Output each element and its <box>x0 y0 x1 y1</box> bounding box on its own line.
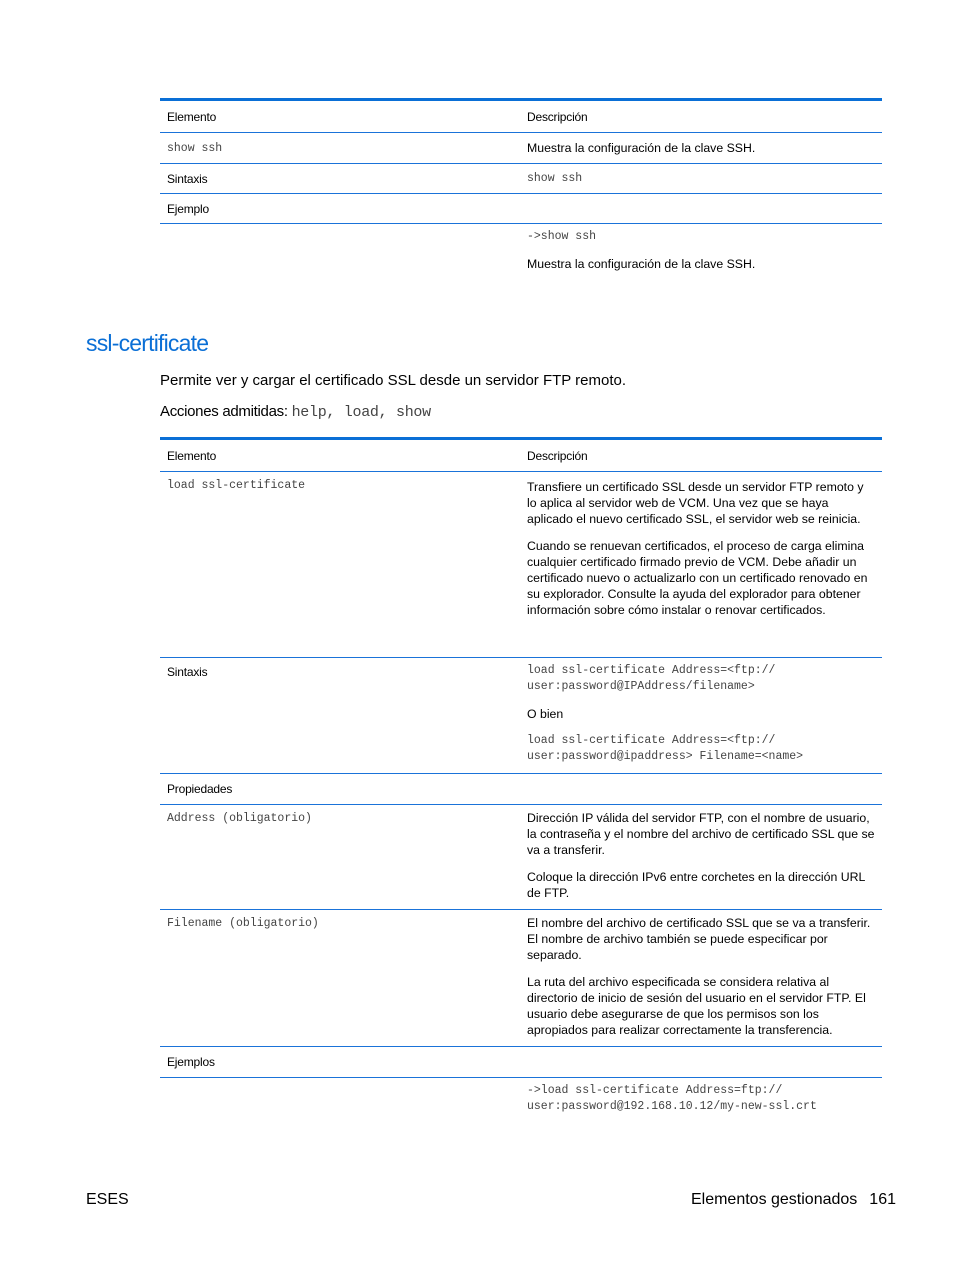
table-row <box>160 224 882 286</box>
actions-separator: : <box>283 403 292 420</box>
example-code-line: user:password@192.168.10.12/my-new-ssl.crt <box>527 1100 817 1113</box>
element-cell: Filename (obligatorio) <box>167 917 319 930</box>
section-intro: Permite ver y cargar el certificado SSL desde un servidor FTP remoto. <box>160 372 627 389</box>
table-row <box>160 164 882 194</box>
example-result: Muestra la configuración de la clave SSH. <box>527 257 756 271</box>
ssl-certificate-table <box>160 437 882 1118</box>
element-cell: Propiedades <box>167 782 233 796</box>
table-header-row <box>160 101 882 133</box>
footer-locale: ESES <box>86 1191 129 1208</box>
section-title: ssl-certificate <box>86 330 209 356</box>
table-row <box>160 1078 882 1118</box>
description-cell: show ssh <box>527 172 583 185</box>
example-code: ->show ssh <box>527 230 597 243</box>
header-element: Elemento <box>167 448 217 463</box>
header-description: Descripción <box>527 109 588 124</box>
element-cell: Sintaxis <box>167 171 208 186</box>
table-row <box>160 910 882 1047</box>
element-cell: Ejemplos <box>167 1055 215 1069</box>
description-paragraph: Cuando se renuevan certificados, el proceso de carga elimina cualquier certificado firmado previo de VCM. Debe añadir un certificado nuevo o actualizarlo con un certificado renovado en su explorador. Consulte la ayuda del explorador para obtener información sobre cómo instalar o renovar certificados. <box>527 539 868 617</box>
syntax-code-line: load ssl-certificate Address=<ftp:// <box>527 734 776 747</box>
element-cell: show ssh <box>167 141 223 155</box>
table-row <box>160 658 882 774</box>
actions-values: help, load, show <box>291 404 431 421</box>
element-cell: load ssl-certificate <box>167 479 306 492</box>
element-cell: Ejemplo <box>167 201 209 216</box>
syntax-code-line: user:password@ipaddress> Filename=<name> <box>527 750 804 763</box>
description-paragraph: La ruta del archivo especificada se considera relativa al directorio de inicio de sesión del usuario en el servidor FTP. El usuario debe asegurarse de que los permisos son los apropiados para realizar correctamente la transferencia. <box>527 975 866 1037</box>
element-cell: Sintaxis <box>167 665 208 679</box>
description-paragraph: Transfiere un certificado SSL desde un servidor FTP remoto y lo aplica al servidor web de VCM. Una vez que se haya aplicado el nuevo certificado SSL, el servidor web se reinicia. <box>527 480 864 526</box>
syntax-code-line: user:password@IPAddress/filename> <box>527 680 755 693</box>
footer-page-info <box>691 1191 896 1209</box>
element-cell <box>160 229 521 286</box>
example-code-line: ->load ssl-certificate Address=ftp:// <box>527 1084 783 1097</box>
description-paragraph: Dirección IP válida del servidor FTP, con el nombre de usuario, la contraseña y el nombre del archivo de certificado SSL que se va a transferir. <box>527 811 875 857</box>
header-element: Elemento <box>167 109 217 124</box>
table-row <box>160 1047 882 1078</box>
actions-label: Acciones admitidas <box>160 403 284 420</box>
page-number: 161 <box>869 1191 896 1208</box>
table-header-row <box>160 440 882 472</box>
element-cell: Address (obligatorio) <box>167 812 312 825</box>
footer-section-name: Elementos gestionados <box>690 1191 858 1208</box>
description-paragraph: Coloque la dirección IPv6 entre corchetes en la dirección URL de FTP. <box>527 870 865 900</box>
header-description: Descripción <box>527 448 588 463</box>
table-row <box>160 472 882 658</box>
syntax-code-line: load ssl-certificate Address=<ftp:// <box>527 664 776 677</box>
table-row <box>160 133 882 164</box>
ssh-table <box>160 98 882 286</box>
table-row <box>160 774 882 805</box>
table-row <box>160 194 882 224</box>
description-paragraph: El nombre del archivo de certificado SSL que se va a transferir. El nombre de archivo también se puede especificar por separado. <box>527 916 871 962</box>
supported-actions <box>160 403 431 421</box>
table-row <box>160 805 882 910</box>
syntax-or: O bien <box>527 707 564 721</box>
description-cell: Muestra la configuración de la clave SSH. <box>527 141 756 155</box>
